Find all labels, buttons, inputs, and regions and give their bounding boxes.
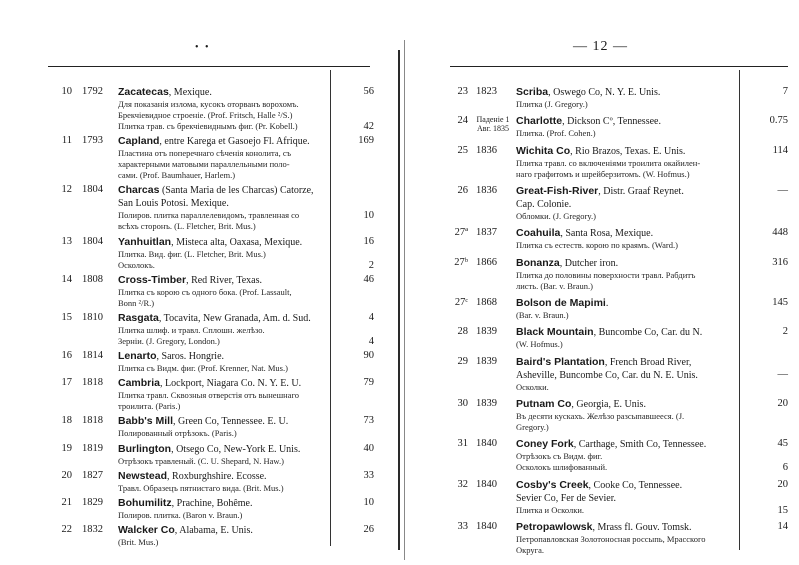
entry-number: 32 xyxy=(457,478,468,490)
meteorite-locality: , Distr. Graaf Reynet. xyxy=(598,186,684,197)
entry-description xyxy=(118,470,328,494)
entry-description xyxy=(516,115,738,139)
entry-number: 15 xyxy=(61,311,72,323)
entry-year: 1837 xyxy=(476,227,497,239)
meteorite-locality: , Oswego Co, N. Y. E. Unis. xyxy=(548,87,661,98)
meteorite-locality: , Mrass fl. Gouv. Tomsk. xyxy=(592,522,692,533)
meteorite-name: Cosby's Creek xyxy=(516,478,589,491)
specimen-note: Округа. xyxy=(516,545,545,555)
entry-description xyxy=(118,524,328,548)
specimen-note: Полированный отрѣзокъ. (Paris.) xyxy=(118,428,237,439)
specimen-note: Брекчіевидное строеніе. (Prof. Fritsch, Halle ²/S.) xyxy=(118,110,293,120)
entry-year: 1818 xyxy=(82,377,103,389)
entry-year: 1804 xyxy=(82,235,103,247)
meteorite-locality: , Misteca alta, Oaxasa, Mexique. xyxy=(171,236,303,248)
specimen-note: Отрѣзокъ съ Видм. фиг. xyxy=(516,451,603,462)
meteorite-name: Babb's Mill xyxy=(118,415,174,428)
meteorite-locality-line xyxy=(516,185,738,198)
specimen-weight: 20 xyxy=(777,478,788,490)
meteorite-name: Coahuila xyxy=(516,227,561,240)
entry-description xyxy=(516,257,738,292)
entry-year: 1836 xyxy=(476,185,497,196)
meteorite-name: Bohumilitz xyxy=(118,496,172,509)
meteorite-locality: , Prachine, Bohême. xyxy=(171,497,253,509)
entry-description xyxy=(516,438,738,473)
meteorite-locality: , Alabama, E. Unis. xyxy=(174,525,253,536)
specimen-weight: 20 xyxy=(777,398,788,409)
meteorite-name: Charlotte xyxy=(516,115,563,128)
entry-year: 1840 xyxy=(476,478,497,490)
specimen-note: Осколокъ шлифованный. xyxy=(516,462,608,473)
entry-number: 10 xyxy=(61,86,72,97)
meteorite-name: Lenarto xyxy=(118,350,157,362)
entry-description xyxy=(516,185,738,222)
entry-number: 20 xyxy=(61,469,72,481)
specimen-note: Плитка травл. со включеніями троилита окайилен- xyxy=(516,157,701,168)
entry-year: 1814 xyxy=(82,350,103,361)
specimen-note: Отрѣзокъ травленый. (C. U. Shepard, N. Haw.) xyxy=(118,455,284,466)
meteorite-locality: , Buncombe Co, Car. du N. xyxy=(593,327,703,339)
entry-year: 1823 xyxy=(476,86,497,97)
specimen-note: троилита. (Paris.) xyxy=(118,401,181,412)
left-page xyxy=(0,0,392,565)
meteorite-locality-line xyxy=(118,497,328,510)
meteorite-locality-line xyxy=(118,86,328,99)
meteorite-locality: , entre Karega et Gasoejo Fl. Afrique. xyxy=(159,136,310,148)
meteorite-name: Charcas xyxy=(118,184,160,197)
entry-description xyxy=(516,326,738,350)
meteorite-locality-line xyxy=(118,470,328,483)
meteorite-name: Bolson de Mapimi xyxy=(516,297,606,309)
entry-year: 1839 xyxy=(476,326,497,338)
entry-number: 24 xyxy=(457,115,468,127)
entry-year: 1866 xyxy=(476,256,497,268)
entry-year: Паденіе 1 Авг. 1835 xyxy=(476,115,510,134)
specimen-note: Плитка съ естеств. корою по краямъ. (Ward.) xyxy=(516,240,678,251)
specimen-note: Плитка. Вид. фиг. (L. Fletcher, Brit. Mus.) xyxy=(118,248,266,259)
entry-number: 27ᵇ xyxy=(454,256,468,268)
specimen-note: Плитка и Осколки. xyxy=(516,504,585,515)
specimen-note: Плитка трав. съ брекчіевиднымъ фиг. (Pr. Kobell.) xyxy=(118,121,298,131)
entry-number: 16 xyxy=(61,350,72,361)
specimen-note: листь. (Bar. v. Braun.) xyxy=(516,280,593,291)
specimen-note: (Bar. v. Braun.) xyxy=(516,310,569,320)
specimen-weight: 56 xyxy=(363,86,374,97)
entry-number: 26 xyxy=(457,185,468,196)
entry-number: 14 xyxy=(61,273,72,285)
specimen-weight: 448 xyxy=(772,227,788,239)
specimen-weight: 90 xyxy=(363,350,374,361)
entry-description xyxy=(118,497,328,521)
entry-description xyxy=(118,312,328,347)
specimen-note: Плитка съ корою съ одного бока. (Prof. Lassault, xyxy=(118,286,292,297)
specimen-weight: 7 xyxy=(782,86,788,97)
specimen-weight: 16 xyxy=(363,235,374,247)
meteorite-name: Cross-Timber xyxy=(118,273,187,286)
entry-description xyxy=(118,274,328,309)
specimen-weight: — xyxy=(777,185,788,196)
meteorite-locality-line xyxy=(118,443,328,456)
specimen-weight: 10 xyxy=(363,496,374,508)
meteorite-locality-line xyxy=(516,86,738,99)
entry-description xyxy=(118,184,328,232)
specimen-weight: 4 xyxy=(368,335,374,347)
specimen-note: наго графитомъ и шрейберзитомъ. (W. Hofmus.) xyxy=(516,168,690,179)
entry-description xyxy=(516,479,738,516)
meteorite-name: Petropawlowsk xyxy=(516,521,593,533)
entry-number: 29 xyxy=(457,355,468,367)
meteorite-locality-line xyxy=(516,398,738,411)
book-gutter xyxy=(404,40,405,560)
specimen-weight: 6 xyxy=(782,462,788,474)
meteorite-locality: San Louis Potosi. Mexique. xyxy=(118,198,229,210)
meteorite-locality-line xyxy=(516,297,738,310)
meteorite-locality-line xyxy=(516,479,738,492)
entry-number: 17 xyxy=(61,377,72,389)
specimen-note: Осколки. xyxy=(516,381,549,392)
meteorite-locality: Asheville, Buncombe Co, Car. du N. E. Unis. xyxy=(516,369,698,381)
left-header-marks: • • xyxy=(195,42,211,53)
meteorite-locality: , French Broad River, xyxy=(604,356,692,368)
meteorite-locality-line xyxy=(118,524,328,537)
entry-number: 27ª xyxy=(454,227,468,239)
meteorite-locality-line xyxy=(516,356,738,369)
entry-description xyxy=(516,297,738,321)
meteorite-locality: , Santa Rosa, Mexique. xyxy=(560,228,654,240)
specimen-weight: 42 xyxy=(363,121,374,132)
meteorite-locality-line xyxy=(118,184,328,197)
meteorite-name: Zacatecas xyxy=(118,86,169,98)
entry-year: 1868 xyxy=(476,297,497,308)
meteorite-locality-line xyxy=(516,115,738,128)
meteorite-name: Black Mountain xyxy=(516,326,594,339)
meteorite-locality-line xyxy=(516,145,738,158)
specimen-weight: 316 xyxy=(772,256,788,268)
meteorite-name: Newstead xyxy=(118,469,168,482)
entry-year: 1829 xyxy=(82,496,103,508)
entry-number: 30 xyxy=(457,398,468,409)
entry-number: 25 xyxy=(457,144,468,156)
entry-year: 1819 xyxy=(82,442,103,454)
specimen-note: Обломки. (J. Gregory.) xyxy=(516,211,597,221)
specimen-note: Плитка шлиф. и травл. Сплошн. желѣзо. xyxy=(118,324,265,335)
meteorite-locality: Sevier Co, Fer de Sevier. xyxy=(516,492,616,504)
left-header-rule xyxy=(48,66,370,67)
entry-year: 1839 xyxy=(476,355,497,367)
specimen-weight: 79 xyxy=(363,377,374,389)
entry-number: 33 xyxy=(457,521,468,532)
right-page xyxy=(408,0,799,565)
entry-description xyxy=(118,86,328,132)
entry-number: 11 xyxy=(61,135,72,147)
entry-number: 31 xyxy=(457,438,468,450)
specimen-weight: 10 xyxy=(363,210,374,222)
specimen-note: Gregory.) xyxy=(516,422,549,432)
meteorite-name: Yanhuitlan xyxy=(118,235,172,248)
specimen-note: Пластина отъ поперечнаго сѣченія конолита, съ xyxy=(118,148,292,159)
left-weight-column-rule xyxy=(330,70,331,546)
meteorite-locality: , Lockport, Niagara Co. N. Y. E. U. xyxy=(160,378,302,390)
specimen-weight: 45 xyxy=(777,438,788,450)
specimen-note: Для показанія излома, кусокъ оторванъ ворохомъ. xyxy=(118,99,299,109)
meteorite-locality: , Otsego Co, New-York E. Unis. xyxy=(171,443,301,455)
specimen-weight: 2 xyxy=(368,259,374,271)
meteorite-name: Bonanza xyxy=(516,256,560,269)
meteorite-locality: . xyxy=(605,298,609,309)
specimen-weight: 26 xyxy=(363,524,374,535)
entry-description xyxy=(118,443,328,467)
meteorite-locality: Cap. Colonie. xyxy=(516,199,572,210)
book-spine xyxy=(398,50,400,550)
meteorite-locality-line xyxy=(516,492,738,505)
entry-number: 23 xyxy=(457,86,468,97)
entry-year: 1840 xyxy=(476,521,497,532)
entry-description xyxy=(118,350,328,374)
entry-year: 1839 xyxy=(476,398,497,409)
meteorite-locality: , Dutcher iron. xyxy=(559,257,619,269)
meteorite-name: Capland xyxy=(118,135,160,148)
meteorite-name: Wichita Co xyxy=(516,144,571,157)
entry-description xyxy=(516,227,738,251)
meteorite-locality-line xyxy=(118,236,328,249)
specimen-note: Плитка (J. Gregory.) xyxy=(516,99,588,109)
meteorite-locality-line xyxy=(118,415,328,428)
entry-number: 22 xyxy=(61,524,72,535)
specimen-note: всѣхъ сторонъ. (L. Fletcher, Brit. Mus.) xyxy=(118,221,256,232)
specimen-note: Bonn ²/R.) xyxy=(118,297,155,308)
meteorite-name: Walcker Co xyxy=(118,524,175,536)
specimen-note: Плитка съ Видм. фиг. (Prof. Krenner, Nat. Mus.) xyxy=(118,363,288,373)
meteorite-locality: , Dickson Cº, Tennessee. xyxy=(562,116,661,128)
entry-year: 1793 xyxy=(82,135,103,147)
meteorite-locality: , Red River, Texas. xyxy=(186,274,263,286)
specimen-weight: 46 xyxy=(363,273,374,285)
entry-description xyxy=(516,145,738,180)
meteorite-name: Baird's Plantation xyxy=(516,355,605,368)
specimen-note: Плитка травл. Сквозныя отверстія отъ вынешнаго xyxy=(118,390,299,401)
specimen-note: Осколокъ. xyxy=(118,259,155,270)
entry-number: 12 xyxy=(61,184,72,196)
specimen-note: характерными матовыми параллельными поло- xyxy=(118,159,290,170)
entry-description xyxy=(118,377,328,412)
meteorite-locality-line xyxy=(516,257,738,270)
specimen-weight: 14 xyxy=(777,521,788,532)
specimen-weight: 0.75 xyxy=(769,115,788,127)
entry-year: 1792 xyxy=(82,86,103,97)
specimen-weight: 33 xyxy=(363,469,374,481)
entry-description xyxy=(118,135,328,181)
specimen-note: Травл. Образецъ пятнистаго вида. (Brit. Mus.) xyxy=(118,482,284,493)
meteorite-locality: , Mexique. xyxy=(168,87,212,98)
meteorite-locality: , Tocavita, New Granada, Am. d. Sud. xyxy=(158,312,311,324)
entry-description xyxy=(118,415,328,439)
specimen-note: сами. (Prof. Baumhauer, Harlem.) xyxy=(118,170,236,181)
specimen-weight: 15 xyxy=(777,504,788,516)
meteorite-name: Great-Fish-River xyxy=(516,185,599,197)
right-header-rule xyxy=(450,66,788,67)
entry-year: 1832 xyxy=(82,524,103,535)
specimen-note: (W. Hofmus.) xyxy=(516,339,563,350)
entry-description xyxy=(516,398,738,433)
entry-year: 1840 xyxy=(476,438,497,450)
meteorite-locality-line xyxy=(516,521,738,534)
entry-description xyxy=(118,236,328,271)
entry-year: 1810 xyxy=(82,311,103,323)
meteorite-locality: (Santa Maria de les Charcas) Catorze, xyxy=(159,185,314,197)
page-number: — 12 — xyxy=(573,39,628,54)
meteorite-locality: , Georgia, E. Unis. xyxy=(571,399,646,410)
meteorite-locality-line xyxy=(118,312,328,325)
entry-number: 28 xyxy=(457,326,468,338)
entry-number: 27ᶜ xyxy=(454,297,468,308)
meteorite-locality-line xyxy=(516,326,738,339)
entry-year: 1818 xyxy=(82,415,103,427)
meteorite-locality-line xyxy=(118,350,328,363)
meteorite-name: Rasgata xyxy=(118,311,159,324)
meteorite-name: Putnam Co xyxy=(516,398,572,410)
entry-year: 1836 xyxy=(476,144,497,156)
specimen-note: Плитка до половины поверхности травл. Рабдитъ xyxy=(516,269,696,280)
right-weight-column-rule xyxy=(739,70,740,550)
meteorite-locality-line xyxy=(118,197,328,210)
meteorite-locality-line xyxy=(516,438,738,451)
specimen-weight: 145 xyxy=(772,297,788,308)
meteorite-locality: , Green Co, Tennessee. E. U. xyxy=(173,416,289,428)
specimen-weight: 2 xyxy=(782,326,788,338)
specimen-weight: 169 xyxy=(358,135,374,147)
entry-number: 13 xyxy=(61,235,72,247)
entry-number: 19 xyxy=(61,442,72,454)
meteorite-locality-line xyxy=(516,198,738,211)
meteorite-locality: , Roxburghshire. Ecosse. xyxy=(167,470,267,482)
entry-description xyxy=(516,86,738,110)
meteorite-name: Scriba xyxy=(516,86,549,98)
specimen-note: Плитка. (Prof. Cohen.) xyxy=(516,128,596,139)
meteorite-locality: , Rio Brazos, Texas. E. Unis. xyxy=(570,145,686,157)
entry-description xyxy=(516,521,738,556)
meteorite-locality-line xyxy=(118,274,328,287)
meteorite-locality-line xyxy=(516,227,738,240)
entry-year: 1827 xyxy=(82,469,103,481)
meteorite-name: Coney Fork xyxy=(516,438,574,451)
meteorite-name: Burlington xyxy=(118,442,172,455)
meteorite-locality-line xyxy=(118,377,328,390)
specimen-note: Зерніи. (J. Gregory, London.) xyxy=(118,335,220,346)
meteorite-locality-line xyxy=(516,369,738,382)
specimen-weight: 73 xyxy=(363,415,374,427)
specimen-note: Полиров. плитка. (Baron v. Braun.) xyxy=(118,509,243,520)
specimen-weight: — xyxy=(777,368,788,380)
entry-year: 1804 xyxy=(82,184,103,196)
entry-number: 18 xyxy=(61,415,72,427)
meteorite-locality: , Carthage, Smith Co, Tennessee. xyxy=(573,439,707,451)
entry-number: 21 xyxy=(61,496,72,508)
specimen-weight: 4 xyxy=(368,311,374,323)
meteorite-locality: , Cooke Co, Tennessee. xyxy=(588,479,683,491)
meteorite-locality-line xyxy=(118,135,328,148)
meteorite-locality: , Saros. Hongrie. xyxy=(156,351,225,362)
specimen-weight: 114 xyxy=(772,144,788,156)
specimen-note: Въ десяти кускахъ. Желѣзо разсыпавшееся. (J. xyxy=(516,411,685,421)
specimen-note: (Brit. Mus.) xyxy=(118,537,159,547)
specimen-weight: 40 xyxy=(363,442,374,454)
entry-year: 1808 xyxy=(82,273,103,285)
entry-description xyxy=(516,356,738,393)
specimen-note: Петропавловская Золотоносная россыпь, Мрасского xyxy=(516,534,706,544)
meteorite-name: Cambria xyxy=(118,377,161,390)
specimen-note: Полиров. плитка параллелевидомъ, травленная со xyxy=(118,210,300,221)
